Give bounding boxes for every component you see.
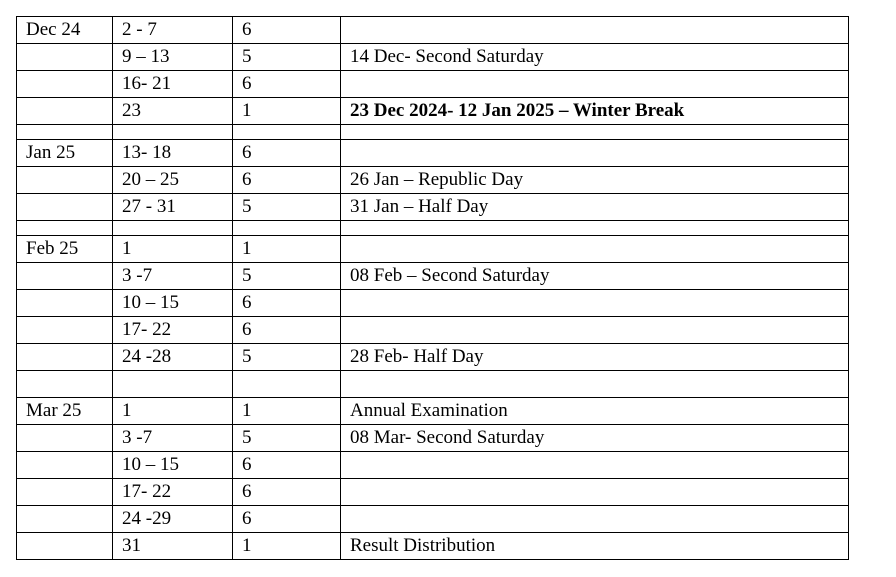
days-cell: 1: [233, 398, 341, 425]
dates-cell: 16- 21: [113, 71, 233, 98]
note-cell: [341, 479, 849, 506]
dates-cell: 10 – 15: [113, 452, 233, 479]
note-cell: 26 Jan – Republic Day: [341, 167, 849, 194]
days-cell: 6: [233, 17, 341, 44]
days-cell: 6: [233, 140, 341, 167]
month-cell: [17, 194, 113, 221]
days-cell: 1: [233, 236, 341, 263]
table-row: [17, 425, 849, 452]
dates-cell: [113, 125, 233, 140]
days-cell: 1: [233, 98, 341, 125]
note-cell: [341, 140, 849, 167]
spacer-row: [17, 371, 849, 398]
dates-cell: 31: [113, 533, 233, 560]
month-cell: [17, 317, 113, 344]
table-row: [17, 236, 849, 263]
note-cell: [341, 317, 849, 344]
table-row: [17, 506, 849, 533]
days-cell: 1: [233, 533, 341, 560]
table-row: [17, 194, 849, 221]
month-cell: [17, 98, 113, 125]
table-row: [17, 290, 849, 317]
month-cell: [17, 44, 113, 71]
note-cell: 08 Mar- Second Saturday: [341, 425, 849, 452]
dates-cell: 1: [113, 398, 233, 425]
month-cell: [17, 167, 113, 194]
days-cell: 5: [233, 194, 341, 221]
note-cell: [341, 17, 849, 44]
month-cell: [17, 71, 113, 98]
note-cell: 14 Dec- Second Saturday: [341, 44, 849, 71]
dates-cell: 20 – 25: [113, 167, 233, 194]
days-cell: [233, 125, 341, 140]
table-row: [17, 317, 849, 344]
dates-cell: 9 – 13: [113, 44, 233, 71]
table-row: [17, 44, 849, 71]
dates-cell: 17- 22: [113, 317, 233, 344]
table-row: [17, 167, 849, 194]
note-cell: [341, 221, 849, 236]
month-cell: [17, 425, 113, 452]
month-cell: Mar 25: [17, 398, 113, 425]
note-cell: [341, 452, 849, 479]
note-cell: Result Distribution: [341, 533, 849, 560]
note-cell: [341, 506, 849, 533]
month-cell: [17, 263, 113, 290]
table-row: [17, 17, 849, 44]
dates-cell: 24 -29: [113, 506, 233, 533]
month-cell: Dec 24: [17, 17, 113, 44]
note-cell: 28 Feb- Half Day: [341, 344, 849, 371]
note-cell: [341, 125, 849, 140]
dates-cell: 3 -7: [113, 425, 233, 452]
dates-cell: [113, 371, 233, 398]
note-cell: [341, 371, 849, 398]
month-cell: [17, 506, 113, 533]
days-cell: 5: [233, 263, 341, 290]
table-row: [17, 344, 849, 371]
table-row: [17, 98, 849, 125]
days-cell: 6: [233, 479, 341, 506]
note-cell: [341, 290, 849, 317]
month-cell: [17, 479, 113, 506]
note-cell: 08 Feb – Second Saturday: [341, 263, 849, 290]
dates-cell: 2 - 7: [113, 17, 233, 44]
days-cell: 6: [233, 452, 341, 479]
dates-cell: 27 - 31: [113, 194, 233, 221]
days-cell: [233, 221, 341, 236]
dates-cell: 10 – 15: [113, 290, 233, 317]
note-cell: 31 Jan – Half Day: [341, 194, 849, 221]
dates-cell: [113, 221, 233, 236]
days-cell: [233, 371, 341, 398]
note-cell: [341, 236, 849, 263]
table-row: [17, 140, 849, 167]
days-cell: 6: [233, 290, 341, 317]
dates-cell: 17- 22: [113, 479, 233, 506]
table-row: [17, 71, 849, 98]
days-cell: 5: [233, 425, 341, 452]
note-cell: Annual Examination: [341, 398, 849, 425]
days-cell: 6: [233, 167, 341, 194]
dates-cell: 13- 18: [113, 140, 233, 167]
table-row: [17, 533, 849, 560]
dates-cell: 3 -7: [113, 263, 233, 290]
month-cell: Jan 25: [17, 140, 113, 167]
month-cell: [17, 125, 113, 140]
days-cell: 5: [233, 44, 341, 71]
table-row: [17, 479, 849, 506]
table-row: [17, 452, 849, 479]
days-cell: 6: [233, 317, 341, 344]
month-cell: [17, 533, 113, 560]
days-cell: 6: [233, 506, 341, 533]
month-cell: Feb 25: [17, 236, 113, 263]
month-cell: [17, 452, 113, 479]
table-row: [17, 263, 849, 290]
note-cell-winter-break: 23 Dec 2024- 12 Jan 2025 – Winter Break: [341, 98, 849, 125]
days-cell: 6: [233, 71, 341, 98]
dates-cell: 1: [113, 236, 233, 263]
month-cell: [17, 221, 113, 236]
spacer-row: [17, 125, 849, 140]
days-cell: 5: [233, 344, 341, 371]
month-cell: [17, 371, 113, 398]
month-cell: [17, 344, 113, 371]
spacer-row: [17, 221, 849, 236]
table-row: [17, 398, 849, 425]
dates-cell: 24 -28: [113, 344, 233, 371]
schedule-table: [16, 16, 849, 560]
note-cell: [341, 71, 849, 98]
month-cell: [17, 290, 113, 317]
dates-cell: 23: [113, 98, 233, 125]
